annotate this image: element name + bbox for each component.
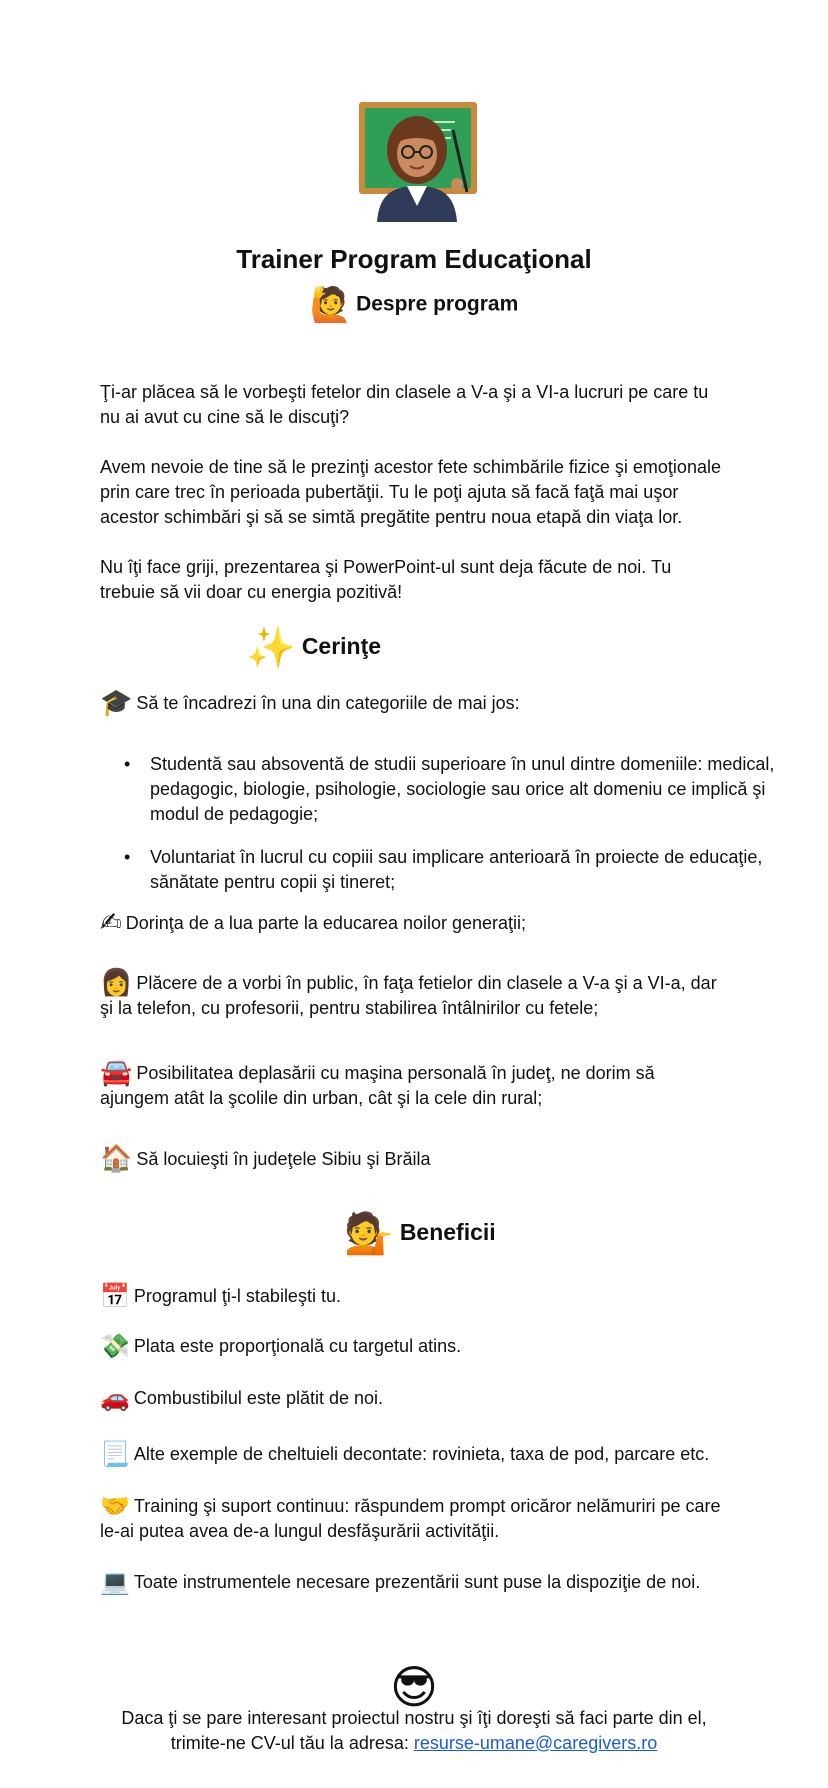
email-link[interactable]: resurse-umane@caregivers.ro: [413, 1733, 658, 1753]
section-heading-benefits: [344, 1211, 496, 1257]
raising-hand-icon: 🙋: [309, 285, 353, 325]
benefit-item: 📃 Alte exemple de cheltuieli decontate: rovinieta, taxa de pod, parcare etc.: [100, 1440, 710, 1468]
benefits-heading-label: Beneficii: [399, 1219, 496, 1246]
sunglasses-face-icon: 😎: [390, 1659, 438, 1714]
tipping-hand-icon: 💁: [344, 1211, 394, 1257]
laptop-icon: 💻: [100, 1568, 130, 1596]
requirement-item: 👩 Plăcere de a vorbi în public, în faţa fetielor din clasele a V-a şi a VI-a, dar şi la telefon, cu profesorii, pentru stabilirea întâlnirilor cu fetele;: [100, 968, 717, 1018]
footer-line: Daca ţi se pare interesant proiectul nostru şi îţi doreşti să faci parte din el,: [121, 1708, 707, 1728]
intro-paragraph: Avem nevoie de tine să le prezinţi acestor fete schimbările fizice şi emoţionale prin care trec în perioada pubertăţii. Tu le poţi ajuta să facă faţă mai uşor acestor schimbări şi să se simtă pregătite pentru noua etapă din viaţa lor.: [100, 457, 721, 527]
requirement-item: ✍ Dorinţa de a lua parte la educarea noilor generaţii;: [100, 908, 527, 938]
list-item: • Studentă sau absoventă de studii superioare în unul dintre domeniile: medical, pedagogic, biologie, psihologie, sociologie sau orice alt domeniu ce implică şi modul de pedagogie;: [150, 752, 778, 827]
document-icon: 📃: [100, 1440, 130, 1468]
sparkles-icon: ✨: [246, 625, 296, 671]
benefit-item: 💸 Plata este proporţională cu targetul atins.: [100, 1332, 462, 1360]
car-front-icon: 🚘: [100, 1058, 133, 1088]
presenter-icon: 👩: [100, 968, 133, 998]
benefit-item: 🤝 Training şi suport continuu: răspundem prompt oricăror nelămuriri pe care le-ai putea avea de-a lungul desfăşurării activităţii.: [100, 1492, 721, 1541]
section-heading-requirements: [246, 625, 382, 671]
section-heading-about: [0, 285, 828, 325]
writing-hand-icon: ✍: [100, 908, 122, 938]
footer-line: trimite-ne CV-ul tău la adresa: resurse-umane@caregivers.ro: [170, 1733, 658, 1753]
intro-paragraph: Ţi-ar plăcea să le vorbeşti fetelor din clasele a V-a şi a VI-a lucruri pe care tu nu ai avut cu cine să le discuţi?: [100, 382, 709, 427]
intro-text: [100, 380, 728, 630]
requirements-heading-label: Cerinţe: [301, 633, 382, 660]
requirement-categories-list: [100, 752, 778, 913]
handshake-icon: 🤝: [100, 1492, 130, 1520]
house-icon: 🏠: [100, 1144, 133, 1174]
benefit-item: 🚗 Combustibilul este plătit de noi.: [100, 1384, 384, 1412]
requirement-item: 🎓 Să te încadrezi în una din categoriile de mai jos:: [100, 688, 520, 718]
benefit-item: 💻 Toate instrumentele necesare prezentării sunt puse la dispoziţie de noi.: [100, 1568, 701, 1596]
list-item: • Voluntariat în lucrul cu copiii sau implicare anterioară în proiecte de educaţie, sănătate pentru copii şi tineret;: [150, 845, 778, 895]
benefit-item: 📅 Programul ţi-l stabileşti tu.: [100, 1282, 341, 1310]
intro-paragraph: Nu îţi face griji, prezentarea şi PowerPoint-ul sunt deja făcute de noi. Tu trebuie să vii doar cu energia pozitivă!: [100, 557, 672, 602]
calendar-icon: 📅: [100, 1282, 130, 1310]
page-title: Trainer Program Educaţional: [236, 244, 592, 274]
footer-contact: [0, 1706, 828, 1756]
teacher-woman-icon: [357, 100, 479, 222]
requirement-item: 🚘 Posibilitatea deplasării cu maşina personală în judeţ, ne dorim să ajungem atât la şcolile din urban, cât şi la cele din rural;: [100, 1058, 655, 1108]
car-icon: 🚗: [100, 1384, 130, 1412]
about-heading-label: Despre program: [356, 292, 519, 316]
money-wings-icon: 💸: [100, 1332, 130, 1360]
graduate-icon: 🎓: [100, 688, 133, 718]
requirement-item: 🏠 Să locuieşti în judeţele Sibiu şi Brăila: [100, 1144, 431, 1174]
